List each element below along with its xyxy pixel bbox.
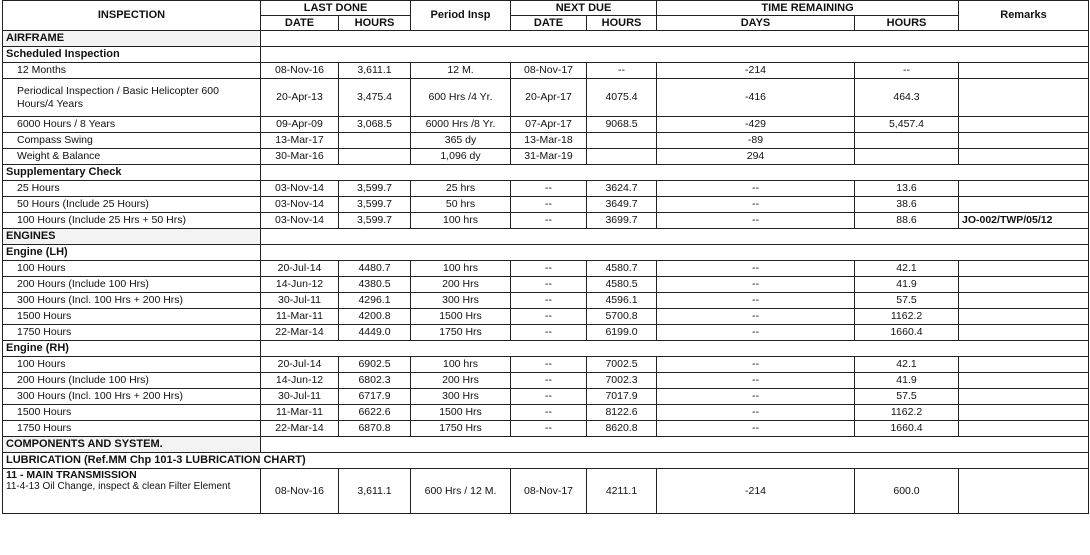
next-due-date: 20-Apr-17 bbox=[511, 79, 587, 117]
remaining-hours: 1162.2 bbox=[855, 405, 959, 421]
table-row bbox=[3, 133, 1089, 149]
remaining-hours: 1162.2 bbox=[855, 309, 959, 325]
remaining-days: -214 bbox=[657, 63, 855, 79]
next-due-hours bbox=[587, 133, 657, 149]
table-row bbox=[3, 181, 1089, 197]
remaining-hours: 57.5 bbox=[855, 293, 959, 309]
last-done-date: 30-Jul-11 bbox=[261, 293, 339, 309]
remaining-days: -416 bbox=[657, 79, 855, 117]
inspection-name: 200 Hours (Include 100 Hrs) bbox=[3, 373, 261, 389]
next-due-date: -- bbox=[511, 389, 587, 405]
period-insp: 100 hrs bbox=[411, 357, 511, 373]
remaining-days: -214 bbox=[657, 469, 855, 514]
remarks bbox=[959, 389, 1089, 405]
next-due-date: -- bbox=[511, 373, 587, 389]
table-row bbox=[3, 357, 1089, 373]
period-insp: 365 dy bbox=[411, 133, 511, 149]
remaining-hours: 88.6 bbox=[855, 213, 959, 229]
next-due-date: -- bbox=[511, 213, 587, 229]
inspection-name: Weight & Balance bbox=[3, 149, 261, 165]
inspection-name: 12 Months bbox=[3, 63, 261, 79]
remaining-hours: 5,457.4 bbox=[855, 117, 959, 133]
remarks bbox=[959, 293, 1089, 309]
inspection-name: 6000 Hours / 8 Years bbox=[3, 117, 261, 133]
period-insp: 600 Hrs /4 Yr. bbox=[411, 79, 511, 117]
header-remarks: Remarks bbox=[959, 1, 1089, 31]
section-engines: ENGINES bbox=[3, 229, 261, 245]
table-row bbox=[3, 421, 1089, 437]
remarks bbox=[959, 117, 1089, 133]
remarks bbox=[959, 469, 1089, 514]
next-due-date: -- bbox=[511, 261, 587, 277]
next-due-hours: 4580.5 bbox=[587, 277, 657, 293]
remaining-days: -429 bbox=[657, 117, 855, 133]
header-last-done: LAST DONE bbox=[261, 1, 411, 16]
next-due-date: 31-Mar-19 bbox=[511, 149, 587, 165]
inspection-name: 300 Hours (Incl. 100 Hrs + 200 Hrs) bbox=[3, 293, 261, 309]
next-due-hours: 4211.1 bbox=[587, 469, 657, 514]
table-row bbox=[3, 63, 1089, 79]
remaining-days: -- bbox=[657, 181, 855, 197]
table-row bbox=[3, 213, 1089, 229]
remarks bbox=[959, 357, 1089, 373]
last-done-date: 20-Apr-13 bbox=[261, 79, 339, 117]
header-inspection: INSPECTION bbox=[3, 1, 261, 31]
next-due-hours: 3699.7 bbox=[587, 213, 657, 229]
remaining-hours bbox=[855, 133, 959, 149]
remaining-hours: 13.6 bbox=[855, 181, 959, 197]
period-insp: 6000 Hrs /8 Yr. bbox=[411, 117, 511, 133]
last-done-date: 08-Nov-16 bbox=[261, 63, 339, 79]
period-insp: 300 Hrs bbox=[411, 293, 511, 309]
next-due-hours bbox=[587, 149, 657, 165]
remaining-hours: 1660.4 bbox=[855, 325, 959, 341]
last-done-hours: 3,611.1 bbox=[339, 469, 411, 514]
remarks bbox=[959, 325, 1089, 341]
next-due-hours: 7017.9 bbox=[587, 389, 657, 405]
last-done-hours: 3,068.5 bbox=[339, 117, 411, 133]
last-done-hours: 3,599.7 bbox=[339, 181, 411, 197]
remaining-days: -- bbox=[657, 389, 855, 405]
remaining-hours bbox=[855, 149, 959, 165]
table-row bbox=[3, 277, 1089, 293]
table-row bbox=[3, 261, 1089, 277]
last-done-hours bbox=[339, 149, 411, 165]
next-due-date: -- bbox=[511, 309, 587, 325]
section-components-and-system: COMPONENTS AND SYSTEM. bbox=[3, 437, 261, 453]
table-row bbox=[3, 389, 1089, 405]
next-due-hours: 6199.0 bbox=[587, 325, 657, 341]
last-done-date: 14-Jun-12 bbox=[261, 277, 339, 293]
last-done-date: 13-Mar-17 bbox=[261, 133, 339, 149]
remaining-days: -89 bbox=[657, 133, 855, 149]
header-last-done-date: DATE bbox=[261, 16, 339, 31]
remaining-days: -- bbox=[657, 405, 855, 421]
last-done-date: 09-Apr-09 bbox=[261, 117, 339, 133]
remaining-hours: 42.1 bbox=[855, 357, 959, 373]
remarks bbox=[959, 261, 1089, 277]
remarks bbox=[959, 133, 1089, 149]
table-row bbox=[3, 405, 1089, 421]
inspection-name: 100 Hours bbox=[3, 357, 261, 373]
next-due-hours: 9068.5 bbox=[587, 117, 657, 133]
last-done-date: 03-Nov-14 bbox=[261, 197, 339, 213]
header-last-done-hours: HOURS bbox=[339, 16, 411, 31]
inspection-name-cell bbox=[3, 469, 261, 514]
period-insp: 1750 Hrs bbox=[411, 325, 511, 341]
last-done-hours: 4480.7 bbox=[339, 261, 411, 277]
next-due-hours: 4596.1 bbox=[587, 293, 657, 309]
header-next-due-hours: HOURS bbox=[587, 16, 657, 31]
inspection-name: 200 Hours (Include 100 Hrs) bbox=[3, 277, 261, 293]
remaining-hours: 464.3 bbox=[855, 79, 959, 117]
next-due-date: -- bbox=[511, 325, 587, 341]
period-insp: 50 hrs bbox=[411, 197, 511, 213]
header-period-insp: Period Insp bbox=[411, 1, 511, 31]
next-due-date: 07-Apr-17 bbox=[511, 117, 587, 133]
next-due-date: -- bbox=[511, 421, 587, 437]
inspection-name: 1500 Hours bbox=[3, 405, 261, 421]
last-done-hours: 6717.9 bbox=[339, 389, 411, 405]
last-done-hours bbox=[339, 133, 411, 149]
last-done-hours: 3,599.7 bbox=[339, 197, 411, 213]
last-done-date: 11-Mar-11 bbox=[261, 309, 339, 325]
remaining-hours: 38.6 bbox=[855, 197, 959, 213]
table-row bbox=[3, 309, 1089, 325]
last-done-hours: 3,475.4 bbox=[339, 79, 411, 117]
last-done-date: 22-Mar-14 bbox=[261, 421, 339, 437]
header-remaining-days: DAYS bbox=[657, 16, 855, 31]
next-due-date: 08-Nov-17 bbox=[511, 63, 587, 79]
period-insp: 600 Hrs / 12 M. bbox=[411, 469, 511, 514]
last-done-date: 20-Jul-14 bbox=[261, 261, 339, 277]
last-done-hours: 4296.1 bbox=[339, 293, 411, 309]
remaining-hours: 41.9 bbox=[855, 277, 959, 293]
period-insp: 100 hrs bbox=[411, 261, 511, 277]
next-due-hours: 7002.5 bbox=[587, 357, 657, 373]
inspection-name: 1750 Hours bbox=[3, 421, 261, 437]
next-due-hours: -- bbox=[587, 63, 657, 79]
remaining-days: -- bbox=[657, 309, 855, 325]
remarks bbox=[959, 277, 1089, 293]
period-insp: 100 hrs bbox=[411, 213, 511, 229]
transmission-title: 11 - MAIN TRANSMISSION bbox=[6, 469, 137, 481]
next-due-hours: 5700.8 bbox=[587, 309, 657, 325]
next-due-hours: 4075.4 bbox=[587, 79, 657, 117]
remaining-hours: 57.5 bbox=[855, 389, 959, 405]
last-done-date: 22-Mar-14 bbox=[261, 325, 339, 341]
section-supplementary-check: Supplementary Check bbox=[3, 165, 261, 181]
last-done-hours: 3,599.7 bbox=[339, 213, 411, 229]
next-due-date: -- bbox=[511, 181, 587, 197]
remarks: JO-002/TWP/05/12 bbox=[959, 213, 1089, 229]
remaining-hours: -- bbox=[855, 63, 959, 79]
table-row bbox=[3, 149, 1089, 165]
next-due-hours: 4580.7 bbox=[587, 261, 657, 277]
next-due-hours: 3624.7 bbox=[587, 181, 657, 197]
remarks bbox=[959, 309, 1089, 325]
remaining-days: -- bbox=[657, 373, 855, 389]
remarks bbox=[959, 405, 1089, 421]
remarks bbox=[959, 197, 1089, 213]
last-done-date: 08-Nov-16 bbox=[261, 469, 339, 514]
transmission-item-name: 11-4-13 Oil Change, inspect & clean Filter Element bbox=[6, 481, 231, 493]
table-row bbox=[3, 197, 1089, 213]
section-engine-rh: Engine (RH) bbox=[3, 341, 261, 357]
inspection-name: 100 Hours bbox=[3, 261, 261, 277]
table-row bbox=[3, 325, 1089, 341]
remaining-days: 294 bbox=[657, 149, 855, 165]
table-row bbox=[3, 293, 1089, 309]
last-done-hours: 4380.5 bbox=[339, 277, 411, 293]
remaining-days: -- bbox=[657, 325, 855, 341]
table-row bbox=[3, 469, 1089, 514]
section-airframe: AIRFRAME bbox=[3, 31, 261, 47]
remaining-days: -- bbox=[657, 293, 855, 309]
section-scheduled-inspection: Scheduled Inspection bbox=[3, 47, 261, 63]
period-insp: 1,096 dy bbox=[411, 149, 511, 165]
remaining-days: -- bbox=[657, 421, 855, 437]
inspection-name: 100 Hours (Include 25 Hrs + 50 Hrs) bbox=[3, 213, 261, 229]
inspection-table bbox=[2, 0, 1089, 514]
next-due-date: -- bbox=[511, 277, 587, 293]
last-done-hours: 6622.6 bbox=[339, 405, 411, 421]
remaining-hours: 1660.4 bbox=[855, 421, 959, 437]
last-done-date: 14-Jun-12 bbox=[261, 373, 339, 389]
last-done-hours: 4200.8 bbox=[339, 309, 411, 325]
remaining-days: -- bbox=[657, 197, 855, 213]
period-insp: 200 Hrs bbox=[411, 277, 511, 293]
next-due-date: -- bbox=[511, 357, 587, 373]
remarks bbox=[959, 181, 1089, 197]
period-insp: 25 hrs bbox=[411, 181, 511, 197]
last-done-date: 11-Mar-11 bbox=[261, 405, 339, 421]
remaining-hours: 600.0 bbox=[855, 469, 959, 514]
period-insp: 12 M. bbox=[411, 63, 511, 79]
inspection-name: 1750 Hours bbox=[3, 325, 261, 341]
header-next-due-date: DATE bbox=[511, 16, 587, 31]
last-done-hours: 6802.3 bbox=[339, 373, 411, 389]
remaining-hours: 42.1 bbox=[855, 261, 959, 277]
last-done-hours: 6870.8 bbox=[339, 421, 411, 437]
inspection-name: 300 Hours (Incl. 100 Hrs + 200 Hrs) bbox=[3, 389, 261, 405]
last-done-hours: 6902.5 bbox=[339, 357, 411, 373]
remaining-days: -- bbox=[657, 261, 855, 277]
next-due-date: -- bbox=[511, 405, 587, 421]
last-done-date: 30-Mar-16 bbox=[261, 149, 339, 165]
inspection-name: Compass Swing bbox=[3, 133, 261, 149]
remarks bbox=[959, 79, 1089, 117]
remaining-days: -- bbox=[657, 277, 855, 293]
inspection-name: Periodical Inspection / Basic Helicopter 600 Hours/4 Years bbox=[3, 79, 261, 117]
next-due-hours: 3649.7 bbox=[587, 197, 657, 213]
period-insp: 300 Hrs bbox=[411, 389, 511, 405]
last-done-hours: 4449.0 bbox=[339, 325, 411, 341]
next-due-date: 13-Mar-18 bbox=[511, 133, 587, 149]
header-next-due: NEXT DUE bbox=[511, 1, 657, 16]
remarks bbox=[959, 149, 1089, 165]
next-due-hours: 8620.8 bbox=[587, 421, 657, 437]
remaining-days: -- bbox=[657, 213, 855, 229]
remarks bbox=[959, 421, 1089, 437]
last-done-hours: 3,611.1 bbox=[339, 63, 411, 79]
period-insp: 1500 Hrs bbox=[411, 309, 511, 325]
next-due-hours: 8122.6 bbox=[587, 405, 657, 421]
last-done-date: 03-Nov-14 bbox=[261, 181, 339, 197]
header-time-remaining: TIME REMAINING bbox=[657, 1, 959, 16]
remaining-hours: 41.9 bbox=[855, 373, 959, 389]
next-due-hours: 7002.3 bbox=[587, 373, 657, 389]
period-insp: 200 Hrs bbox=[411, 373, 511, 389]
section-lubrication: LUBRICATION (Ref.MM Chp 101-3 LUBRICATION CHART) bbox=[3, 453, 1089, 469]
next-due-date: -- bbox=[511, 293, 587, 309]
next-due-date: 08-Nov-17 bbox=[511, 469, 587, 514]
remarks bbox=[959, 373, 1089, 389]
inspection-name: 50 Hours (Include 25 Hours) bbox=[3, 197, 261, 213]
table-row bbox=[3, 117, 1089, 133]
period-insp: 1500 Hrs bbox=[411, 405, 511, 421]
last-done-date: 20-Jul-14 bbox=[261, 357, 339, 373]
last-done-date: 30-Jul-11 bbox=[261, 389, 339, 405]
period-insp: 1750 Hrs bbox=[411, 421, 511, 437]
last-done-date: 03-Nov-14 bbox=[261, 213, 339, 229]
inspection-name: 25 Hours bbox=[3, 181, 261, 197]
table-row bbox=[3, 79, 1089, 117]
next-due-date: -- bbox=[511, 197, 587, 213]
table-row bbox=[3, 373, 1089, 389]
remarks bbox=[959, 63, 1089, 79]
inspection-name: 1500 Hours bbox=[3, 309, 261, 325]
section-engine-lh: Engine (LH) bbox=[3, 245, 261, 261]
header-remaining-hours: HOURS bbox=[855, 16, 959, 31]
remaining-days: -- bbox=[657, 357, 855, 373]
